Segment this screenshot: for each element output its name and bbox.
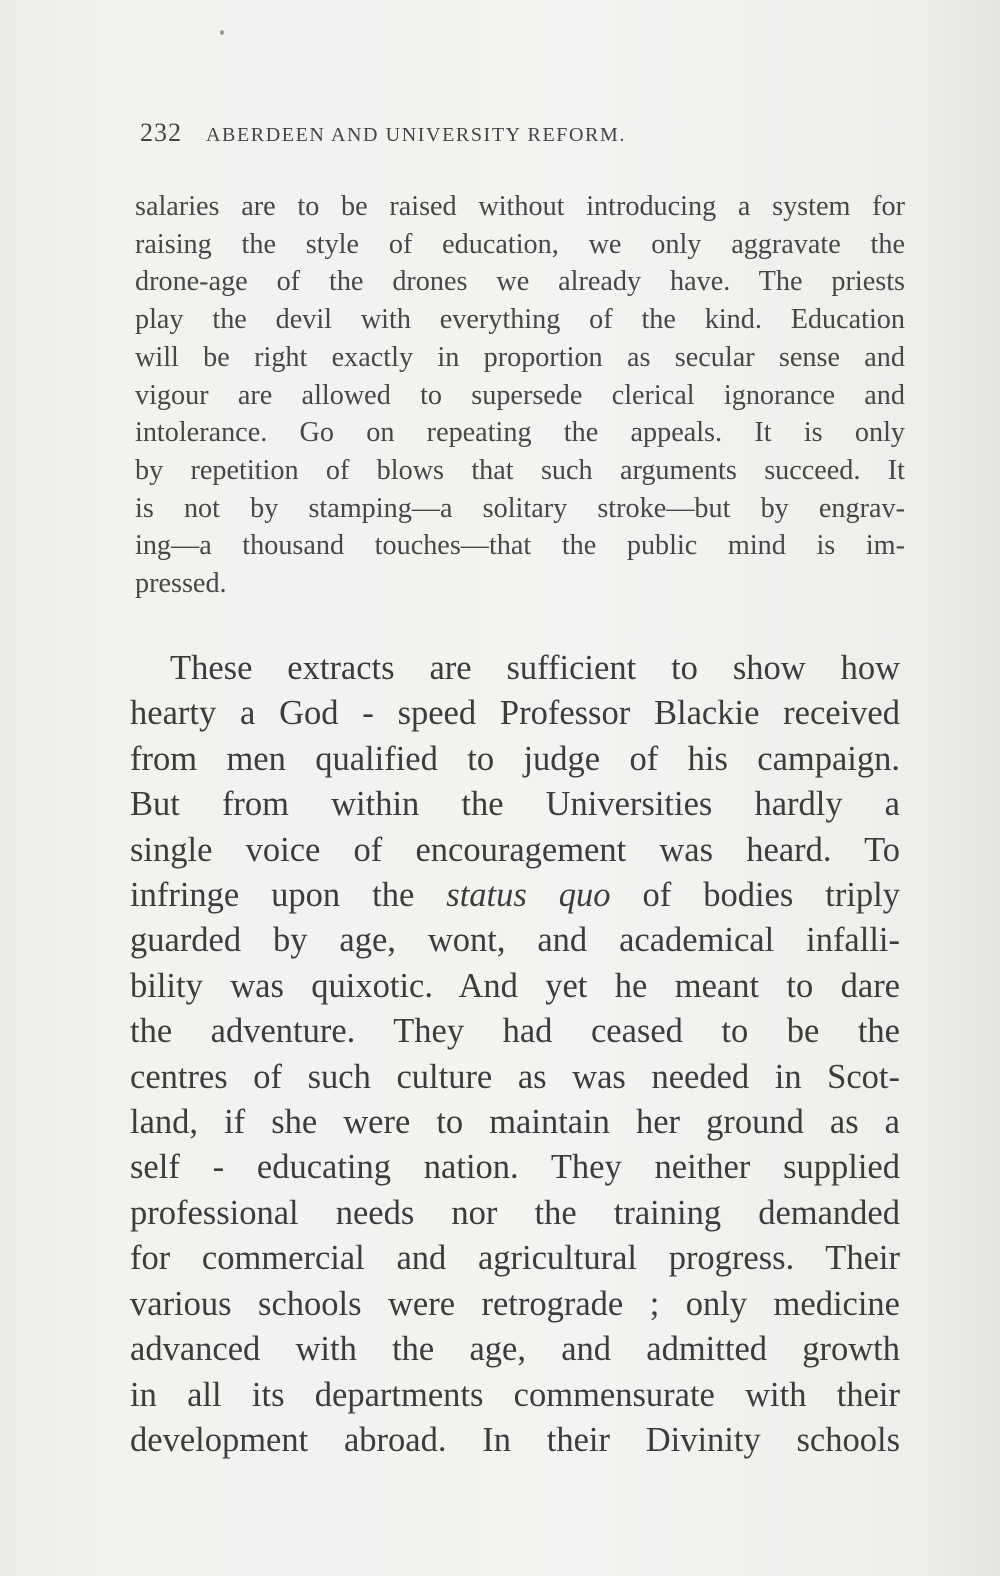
body-line: self - educating nation. They neither supplied xyxy=(130,1148,900,1187)
quoted-extract xyxy=(135,188,905,603)
body-line xyxy=(130,873,900,918)
body-line: These extracts are sufficient to show how xyxy=(170,649,900,687)
body-paragraph xyxy=(130,646,900,1463)
page-number: 232 xyxy=(140,118,182,147)
body-line: advanced with the age, and admitted growth xyxy=(130,1330,900,1369)
body-line: various schools were retrograde ; only medicine xyxy=(130,1284,900,1323)
page-header xyxy=(140,118,820,158)
quote-line: pressed. xyxy=(135,568,227,600)
body-line: for commercial and agricultural progress. Their xyxy=(130,1239,900,1278)
ink-speck xyxy=(220,30,224,35)
quote-line: drone-age of the drones we already have. The priests xyxy=(135,266,905,298)
italic-phrase: status quo xyxy=(446,876,611,915)
body-line: development abroad. In their Divinity schools xyxy=(130,1420,900,1459)
body-line: guarded by age, wont, and academical infalli- xyxy=(130,921,900,960)
quote-line: vigour are allowed to supersede clerical ignorance and xyxy=(135,379,905,411)
body-line-text: of bodies triply xyxy=(610,876,901,915)
quote-line: will be right exactly in proportion as secular sense and xyxy=(135,341,905,373)
body-line-text: infringe upon the xyxy=(130,876,447,915)
running-head: ABERDEEN AND UNIVERSITY REFORM. xyxy=(206,124,626,146)
quote-line: raising the style of education, we only aggravate the xyxy=(135,228,905,260)
body-line: in all its departments commensurate with their xyxy=(130,1375,900,1414)
quote-line: intolerance. Go on repeating the appeals. It is only xyxy=(135,417,905,449)
body-line: bility was quixotic. And yet he meant to dare xyxy=(130,966,900,1005)
body-line: the adventure. They had ceased to be the xyxy=(130,1012,900,1051)
quote-line: play the devil with everything of the kind. Education xyxy=(135,304,905,336)
body-line: But from within the Universities hardly a xyxy=(130,785,900,824)
body-line: single voice of encouragement was heard. To xyxy=(130,830,900,869)
quote-line: ing—a thousand touches—that the public mind is im- xyxy=(135,530,905,562)
body-line: land, if she were to maintain her ground as a xyxy=(130,1103,900,1142)
body-line: centres of such culture as was needed in Scot- xyxy=(130,1057,900,1096)
quote-line: salaries are to be raised without introducing a system for xyxy=(135,191,905,222)
body-line: professional needs nor the training demanded xyxy=(130,1193,900,1232)
quote-line: by repetition of blows that such arguments succeed. It xyxy=(135,454,905,486)
body-line: hearty a God - speed Professor Blackie received xyxy=(130,694,900,733)
quote-line: is not by stamping—a solitary stroke—but by engrav- xyxy=(135,492,905,524)
body-line: from men qualified to judge of his campaign. xyxy=(130,739,900,778)
